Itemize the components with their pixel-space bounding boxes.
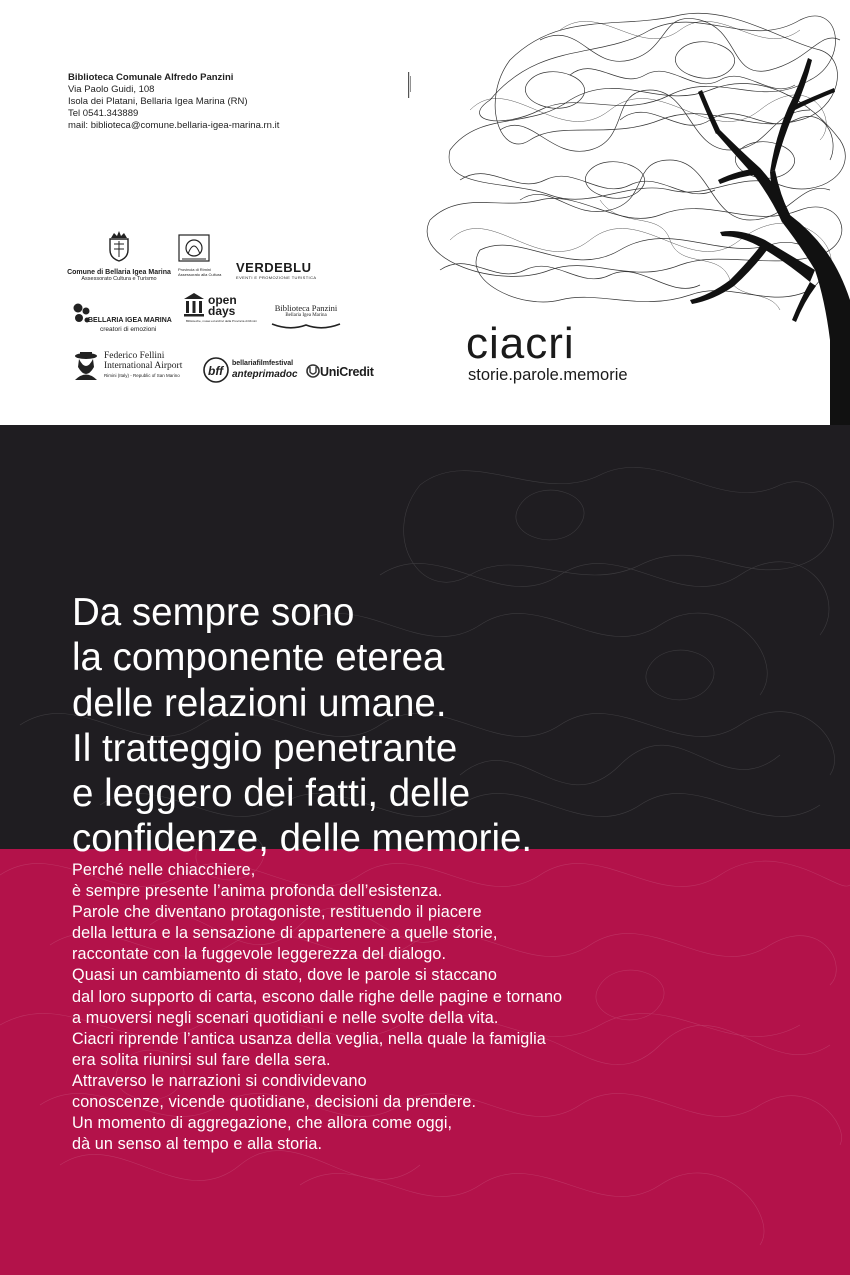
airport-line2: International Airport — [104, 361, 183, 371]
bellaria-logo — [72, 302, 178, 331]
address-city: Isola dei Platani, Bellaria Igea Marina (RN) — [68, 96, 248, 107]
coat-of-arms-icon — [106, 230, 132, 262]
comune-sub: Assessorato Cultura e Turismo — [81, 276, 157, 282]
biblioteca-panzini-logo — [270, 303, 342, 336]
body-line: era solita riunirsi sul fare della sera. — [72, 1050, 331, 1069]
open-days-caption: Biblioteche, musei ed archivi della Provincia di Rimini — [186, 319, 257, 323]
body-line: Ciacri riprende l’antica usanza della veglia, nella quale la famiglia — [72, 1029, 546, 1048]
body-line: raccontate con la fuggevole leggerezza del dialogo. — [72, 945, 447, 964]
open-days-logo — [182, 289, 256, 325]
headline-line: Da sempre sono — [72, 591, 355, 634]
open-days-line1: open — [208, 293, 237, 307]
airport-line1: Federico Fellini — [104, 351, 165, 361]
unicredit-name: UniCredit — [320, 365, 374, 379]
body-line: Perché nelle chiacchiere, — [72, 861, 256, 879]
body-line: dal loro supporto di carta, escono dalle righe delle pagine e tornano — [72, 987, 563, 1006]
bff-line2: anteprimadoc — [232, 369, 298, 380]
headline-line: confidenze, delle memorie. — [72, 817, 533, 861]
comune-name: Comune di Bellaria Igea Marina — [67, 269, 171, 276]
museum-icon — [182, 291, 206, 319]
bellaria-sub: creatori di emozioni — [100, 326, 157, 333]
unicredit-logo — [306, 364, 374, 379]
body-text — [72, 860, 562, 1155]
credit-mark — [404, 70, 414, 100]
library-address — [68, 72, 279, 132]
poster-subtitle: storie.parole.memorie — [468, 366, 628, 384]
body-line: conoscenze, vicende quotidiane, decisioni da prendere. — [72, 1093, 477, 1112]
body-line: della lettura e la sensazione di appartenere a quelle storie, — [72, 924, 498, 943]
library-name: Biblioteca Comunale Alfredo Panzini — [68, 72, 234, 83]
open-days-line2: days — [208, 304, 236, 318]
bff-line1: bellariafilmfestival — [232, 360, 294, 367]
body-line: a muoversi negli scenari quotidiani e nelle svolte della vita. — [72, 1008, 499, 1027]
provincia-caption: Provincia di Rimini Assessorato alla Cultura — [178, 267, 222, 277]
address-phone: Tel 0541.343889 — [68, 108, 139, 119]
bellaria-name: BELLARIA IGEA MARINA — [88, 317, 172, 324]
headline-line: delle relazioni umane. — [72, 681, 447, 725]
body-line: Quasi un cambiamento di stato, dove le parole si staccano — [72, 966, 498, 985]
comune-logo — [64, 230, 174, 282]
bff-logo — [202, 356, 302, 386]
verdeblu-sub: EVENTI E PROMOZIONE TURISTICA — [236, 275, 317, 280]
verdeblu-logo — [236, 260, 316, 280]
airport-logo — [72, 351, 202, 381]
headline-line: la componente eterea — [72, 636, 445, 680]
bff-circle-icon — [202, 356, 230, 384]
book-swoosh-icon — [270, 321, 342, 331]
biblioteca-logo-name: Biblioteca Panzini — [274, 303, 338, 313]
body-line: Un momento di aggregazione, che allora come oggi, — [72, 1114, 453, 1133]
provincia-emblem-icon — [178, 234, 210, 262]
headline-line: Il tratteggio penetrante — [72, 726, 458, 770]
top-panel — [0, 0, 850, 425]
fellini-portrait-icon — [72, 351, 100, 381]
headline — [72, 590, 532, 862]
unicredit-icon — [306, 364, 320, 378]
body-line: è sempre presente l’anima profonda dell’esistenza. — [72, 882, 443, 901]
biblioteca-logo-sub: Bellaria Igea Marina — [285, 313, 327, 318]
headline-line: e leggero dei fatti, delle — [72, 772, 471, 816]
verdeblu-name: VERDEBLU — [236, 260, 312, 275]
address-street: Via Paolo Guidi, 108 — [68, 84, 155, 95]
poster-title: ciacri — [466, 319, 575, 368]
airport-line3: Rimini (Italy) - Republic of San Marino — [104, 373, 180, 378]
provincia-logo — [178, 234, 222, 277]
svg-text:bff: bff — [208, 364, 224, 378]
address-email: mail: biblioteca@comune.bellaria-igea-marina.rn.it — [68, 120, 280, 131]
body-line: dà un senso al tempo e alla storia. — [72, 1135, 323, 1154]
body-line: Parole che diventano protagoniste, restituendo il piacere — [72, 903, 482, 922]
body-line: Attraverso le narrazioni si condividevano — [72, 1071, 367, 1090]
